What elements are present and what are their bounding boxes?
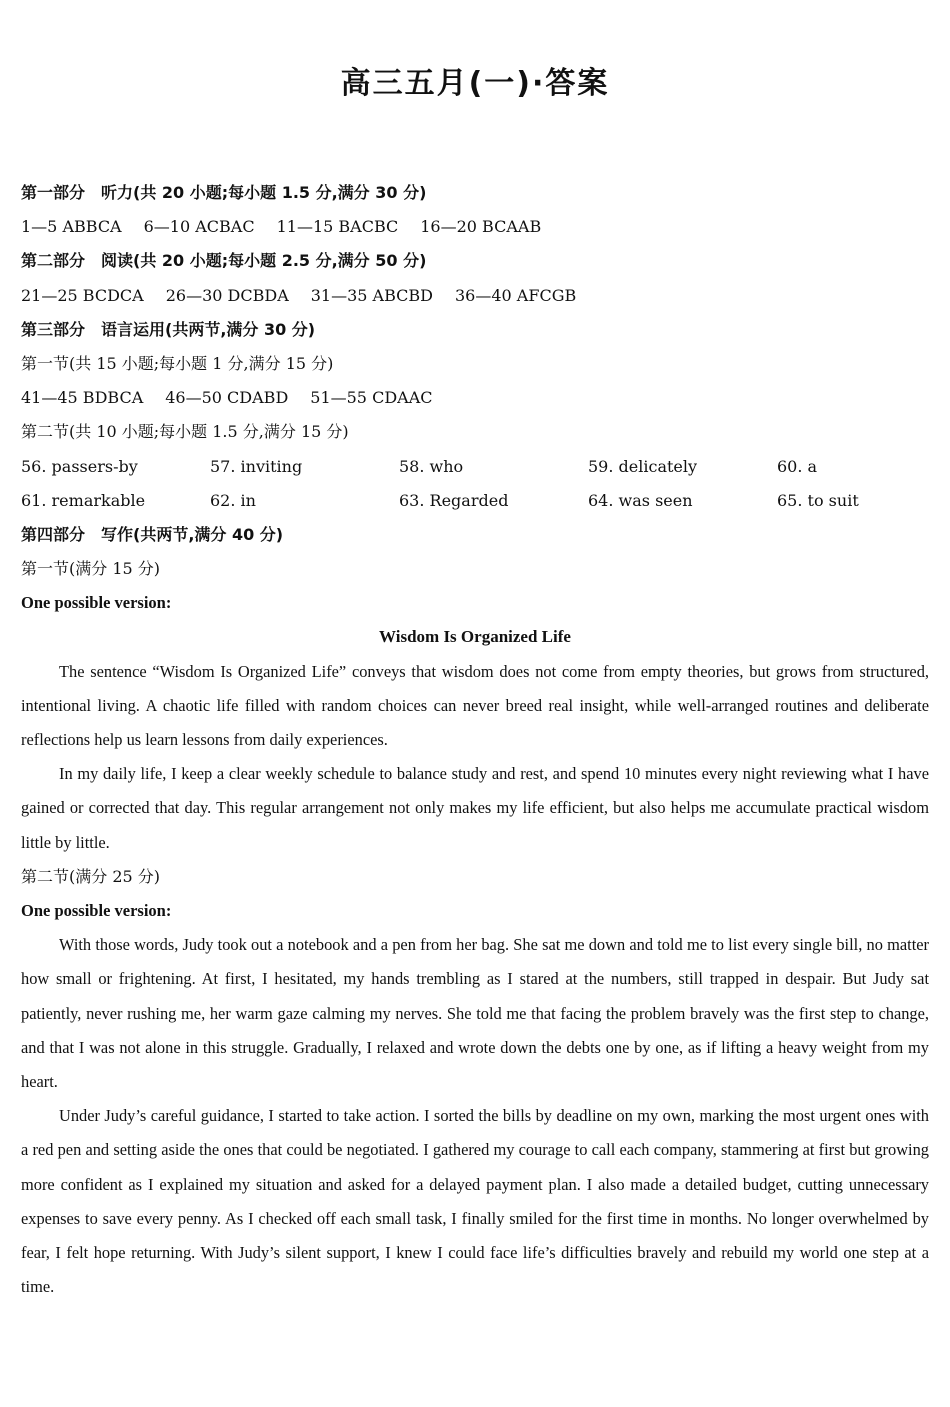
answer-group: 51—55 CDAAC bbox=[310, 388, 433, 408]
answer-content bbox=[21, 176, 929, 1304]
part3-section2-heading: 第二节(共 10 小题;每小题 1.5 分,满分 15 分) bbox=[21, 422, 349, 442]
part4-heading: 第四部分 写作(共两节,满分 40 分) bbox=[21, 524, 284, 544]
answer-group: 41—45 BDBCA bbox=[21, 388, 144, 408]
part1-answers bbox=[21, 210, 929, 244]
fill-in-answer: 56. passers-by bbox=[21, 456, 138, 476]
fill-in-answer: 57. inviting bbox=[210, 456, 303, 476]
answer-group: 26—30 DCBDA bbox=[165, 285, 289, 305]
essay-title: Wisdom Is Organized Life bbox=[379, 627, 571, 647]
page-title: 高三五月(一)·答案 bbox=[340, 66, 610, 101]
fill-in-answer: 60. a bbox=[777, 456, 818, 476]
part3-section1-heading: 第一节(共 15 小题;每小题 1 分,满分 15 分) bbox=[21, 353, 334, 373]
answer-group: 46—50 CDABD bbox=[165, 388, 289, 408]
fill-in-answer: 64. was seen bbox=[588, 490, 693, 510]
answer-group: 11—15 BACBC bbox=[276, 217, 399, 237]
part4-section1-heading: 第一节(满分 15 分) bbox=[21, 559, 161, 579]
essay-paragraph: With those words, Judy took out a notebook and a pen from her bag. She sat me down and told me to list every single bill, no matter how small or frightening. At first, I hesitated, my hands trembling as I stared at the numbers, still trapped in despair. But Judy sat patiently, never rushing me, her warm gaze calming my nerves. She told me that facing the problem bravely was the first step to change, and that I was not alone in this struggle. Gradually, I relaxed and wrote down the debts one by one, as if lifting a heavy weight from my heart. bbox=[21, 935, 929, 1092]
possible-version-label: One possible version: bbox=[21, 593, 172, 613]
fill-in-answer: 58. who bbox=[399, 456, 464, 476]
answer-group: 16—20 BCAAB bbox=[420, 217, 542, 237]
fill-in-answer: 62. in bbox=[210, 490, 256, 510]
fill-in-answers-row bbox=[21, 484, 929, 518]
part1-heading: 第一部分 听力(共 20 小题;每小题 1.5 分,满分 30 分) bbox=[21, 183, 427, 202]
essay-paragraph: Under Judy’s careful guidance, I started to take action. I sorted the bills by deadline on my own, marking the most urgent ones with a red pen and setting aside the ones that could be negotiated. I gathered my courage to call each company, stammering at first but growing more confident as I explained my situation and asked for a delayed payment plan. I also made a detailed budget, cutting unnecessary expenses to save every penny. As I checked off each small task, I finally smiled for the first time in months. No longer overwhelmed by fear, I felt hope returning. With Judy’s silent support, I knew I could face life’s difficulties bravely and rebuild my world one step at a time. bbox=[21, 1106, 929, 1297]
part3-heading: 第三部分 语言运用(共两节,满分 30 分) bbox=[21, 319, 316, 339]
part2-answers bbox=[21, 279, 929, 313]
fill-in-answer: 65. to suit bbox=[777, 490, 859, 510]
possible-version-label: One possible version: bbox=[21, 901, 172, 921]
fill-in-answer: 63. Regarded bbox=[399, 490, 509, 510]
essay-paragraph: The sentence “Wisdom Is Organized Life” conveys that wisdom does not come from empty theories, but grows from structured, intentional living. A chaotic life filled with random choices can never breed real insight, while well-arranged routines and deliberate reflections help us learn lessons from daily experiences. bbox=[21, 661, 929, 750]
fill-in-answers-row bbox=[21, 450, 929, 484]
fill-in-answer: 61. remarkable bbox=[21, 490, 146, 510]
essay-paragraph: In my daily life, I keep a clear weekly schedule to balance study and rest, and spend 10 minutes every night reviewing what I have gained or corrected that day. This regular arrangement not only makes my life efficient, but also helps me accumulate practical wisdom little by little. bbox=[21, 764, 929, 852]
part2-heading: 第二部分 阅读(共 20 小题;每小题 2.5 分,满分 50 分) bbox=[21, 251, 427, 271]
part3-section1-answers bbox=[21, 381, 929, 415]
answer-group: 36—40 AFCGB bbox=[455, 285, 577, 305]
fill-in-answer: 59. delicately bbox=[588, 456, 698, 476]
answer-group: 31—35 ABCBD bbox=[310, 285, 433, 305]
answer-group: 6—10 ACBAC bbox=[143, 217, 255, 237]
answer-group: 21—25 BCDCA bbox=[21, 285, 144, 305]
answer-group: 1—5 ABBCA bbox=[21, 217, 122, 237]
part4-section2-heading: 第二节(满分 25 分) bbox=[21, 866, 161, 886]
